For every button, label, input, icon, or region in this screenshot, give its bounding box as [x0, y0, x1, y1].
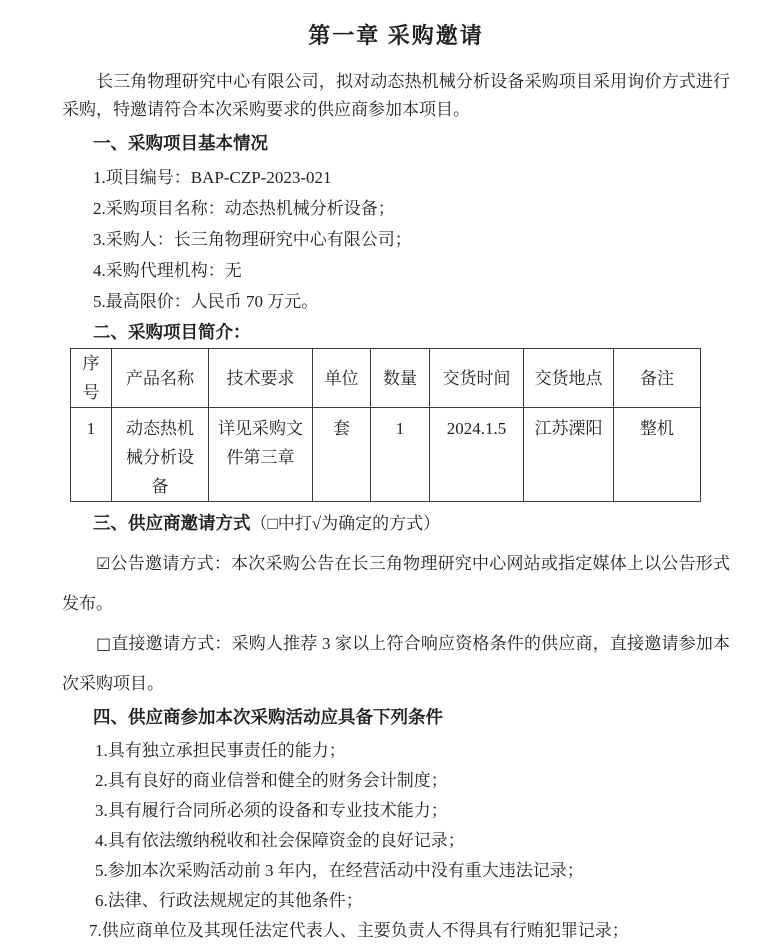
column-header: 产品名称 — [112, 349, 209, 408]
section3-heading-text: 三、供应商邀请方式 — [93, 514, 251, 534]
checkbox-checked-icon: ☑ — [96, 554, 111, 573]
list-item: 1.项目编号：BAP-CZP-2023-021 — [93, 168, 332, 187]
table-cell-unit: 套 — [313, 408, 371, 502]
section4-heading: 四、供应商参加本次采购活动应具备下列条件 — [93, 708, 443, 728]
list-item: 7.供应商单位及其现任法定代表人、主要负责人不得具有行贿犯罪记录； — [89, 921, 629, 940]
list-item: 1.具有独立承担民事责任的能力； — [95, 741, 346, 760]
option-announcement-invitation — [62, 544, 730, 624]
list-item: 5.最高限价：人民币 70 万元。 — [93, 292, 319, 311]
list-item: 4.具有依法缴纳税收和社会保障资金的良好记录； — [95, 831, 465, 850]
checkbox-unchecked-icon: □ — [96, 634, 112, 653]
table-cell-product: 动态热机械分析设备 — [112, 408, 209, 502]
list-item: 6.法律、行政法规规定的其他条件； — [95, 891, 363, 910]
products-table — [70, 348, 701, 502]
list-item: 4.采购代理机构：无 — [93, 261, 242, 280]
table-cell-tech: 详见采购文件第三章 — [209, 408, 313, 502]
column-header: 备注 — [614, 349, 701, 408]
column-header: 交货地点 — [524, 349, 614, 408]
column-header: 交货时间 — [430, 349, 524, 408]
intro-paragraph: 长三角物理研究中心有限公司，拟对动态热机械分析设备采购项目采用询价方式进行采购，特邀请符合本次采购要求的供应商参加本项目。 — [62, 72, 730, 119]
table-header-row — [71, 349, 701, 408]
list-item: 2.采购项目名称：动态热机械分析设备； — [93, 199, 395, 218]
section3-heading-note: （□中打√为确定的方式） — [250, 514, 441, 533]
column-header: 数量 — [371, 349, 430, 408]
list-item: 3.采购人：长三角物理研究中心有限公司； — [93, 230, 412, 249]
option-text: 公告邀请方式：本次采购公告在长三角物理研究中心网站或指定媒体上以公告形式发布。 — [62, 554, 730, 613]
section2-heading: 二、采购项目简介： — [93, 323, 251, 343]
table-cell-delivery-place: 江苏溧阳 — [524, 408, 614, 502]
list-item: 3.具有履行合同所必须的设备和专业技术能力； — [95, 801, 448, 820]
table-cell-delivery-time: 2024.1.5 — [430, 408, 524, 502]
option-text: 直接邀请方式：采购人推荐 3 家以上符合响应资格条件的供应商，直接邀请参加本次采购项目。 — [62, 634, 731, 693]
section1-heading: 一、采购项目基本情况 — [93, 134, 268, 154]
table-row — [71, 408, 701, 502]
column-header: 单位 — [313, 349, 371, 408]
option-direct-invitation — [62, 624, 730, 704]
section3-heading — [93, 512, 730, 536]
list-item: 5.参加本次采购活动前 3 年内，在经营活动中没有重大违法记录； — [95, 861, 584, 880]
list-item: 2.具有良好的商业信誉和健全的财务会计制度； — [95, 771, 448, 790]
column-header: 序号 — [71, 349, 112, 408]
section1-list — [62, 162, 730, 317]
section4-list — [62, 736, 730, 946]
table-cell-seq: 1 — [71, 408, 112, 502]
table-cell-qty: 1 — [371, 408, 430, 502]
column-header: 技术要求 — [209, 349, 313, 408]
page-title: 第一章 采购邀请 — [308, 23, 484, 48]
table-cell-remark: 整机 — [614, 408, 701, 502]
